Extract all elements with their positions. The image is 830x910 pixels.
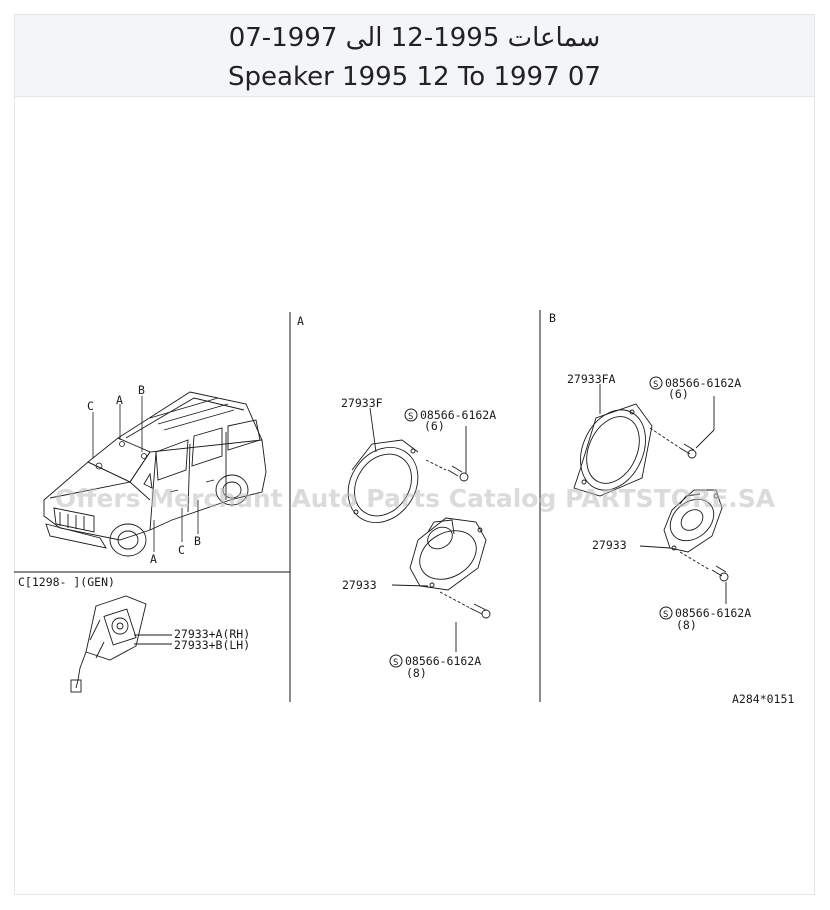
section-b-screw-top-label: [650, 376, 741, 401]
page-title-english: Speaker 1995 12 To 1997 07: [228, 62, 601, 92]
section-b-bracket-part: 27933FA: [567, 372, 616, 386]
callout-a-top: A: [116, 393, 123, 407]
watermark-text: Offers Merchant Auto Parts Catalog PARTSTORE.SA: [54, 484, 776, 513]
page-title-arabic: سماعات 1995-12 الى 1997-07: [228, 23, 601, 53]
section-a-screw-bottom-qty: (8): [406, 666, 427, 680]
inset-part-rh: 27933+A(RH): [174, 627, 251, 641]
section-b-screw-top-part: 08566-6162A: [665, 376, 742, 390]
section-b-screw-top: [650, 396, 714, 458]
section-a-speaker: [392, 518, 486, 590]
section-a-speaker-part: 27933: [342, 578, 377, 592]
section-b-screw-bottom-label: [660, 606, 751, 632]
section-b-screw-top-qty: (6): [668, 387, 689, 401]
section-b-speaker-part: 27933: [592, 538, 627, 552]
section-a-screw-bottom-label: [390, 654, 481, 680]
section-b-screw-bottom-part: 08566-6162A: [675, 606, 752, 620]
diagram-reference-code: A284*0151: [732, 692, 795, 706]
vehicle-illustration: [44, 392, 266, 556]
callout-b-bottom: B: [194, 534, 201, 548]
vehicle-callouts: [93, 396, 198, 552]
section-a-screw-top-label: [405, 408, 496, 433]
callout-c-top: C: [87, 399, 94, 413]
section-b-screw-bottom-qty: (8): [676, 618, 697, 632]
screw-symbol: S: [653, 380, 659, 390]
inset-speaker-illustration: [71, 596, 172, 692]
screw-symbol: S: [408, 412, 414, 422]
section-a-screw-top-qty: (6): [424, 419, 445, 433]
inset-code: C[1298- ](GEN): [18, 575, 115, 589]
screw-symbol: S: [393, 658, 399, 668]
section-b-label: B: [549, 311, 556, 325]
screw-symbol: S: [663, 610, 669, 620]
callout-b-top: B: [138, 383, 145, 397]
section-b-screw-bottom: [680, 552, 728, 604]
section-a-screw-top: [426, 426, 468, 481]
section-a-bracket-part: 27933F: [341, 396, 383, 410]
section-a-screw-bottom: [440, 592, 490, 652]
section-a-screw-top-part: 08566-6162A: [420, 408, 497, 422]
section-a-label: A: [297, 314, 304, 328]
section-a-screw-bottom-part: 08566-6162A: [405, 654, 482, 668]
callout-c-bottom: C: [178, 543, 185, 557]
section-a-bracket: [334, 408, 432, 536]
inset-part-lh: 27933+B(LH): [174, 638, 251, 652]
callout-a-bottom: A: [150, 552, 157, 566]
